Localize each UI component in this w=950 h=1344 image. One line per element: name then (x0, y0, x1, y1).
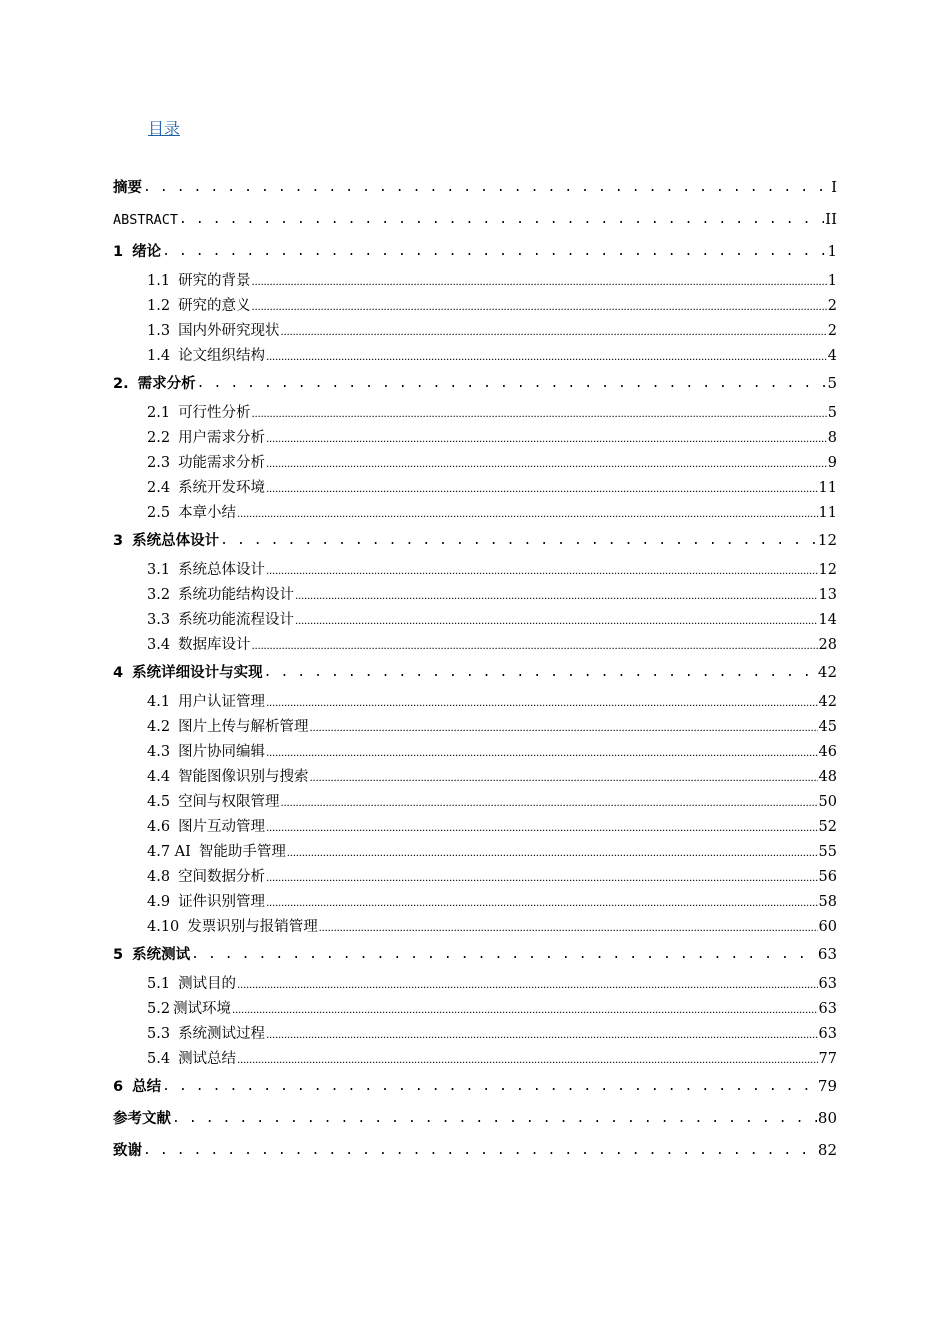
toc-entry-label (113, 1138, 142, 1164)
toc-entry-number: 4.1 (147, 694, 171, 710)
toc-chapter-entry[interactable] (113, 174, 837, 206)
toc-chapter-entry[interactable] (113, 941, 837, 973)
toc-page-number: 42 (817, 663, 837, 681)
toc-page-number: 42 (818, 694, 837, 710)
toc-page-number: 63 (817, 945, 837, 963)
toc-entry-number: 2. (113, 376, 129, 392)
toc-entry-label (147, 866, 265, 888)
toc-section-entry[interactable] (113, 741, 837, 766)
toc-section-entry[interactable] (113, 816, 837, 841)
toc-entry-text: 证件识别管理 (178, 894, 266, 910)
toc-entry-label (113, 660, 263, 686)
toc-entry-text: 图片协同编辑 (178, 744, 266, 760)
toc-entry-label (147, 916, 318, 938)
toc-section-entry[interactable] (113, 716, 837, 741)
toc-dot-leader (266, 816, 817, 838)
toc-section-entry[interactable] (113, 559, 837, 584)
toc-entry-label (147, 477, 265, 499)
toc-entry-text: 测试目的 (178, 976, 237, 992)
toc-entry-label (113, 528, 219, 554)
toc-chapter-entry[interactable] (113, 206, 837, 238)
toc-section-entry[interactable] (113, 452, 837, 477)
toc-entry-text: 致谢 (113, 1143, 142, 1159)
toc-dot-leader (266, 452, 827, 474)
toc-chapter-entry[interactable] (113, 1105, 837, 1137)
toc-dot-leader (266, 345, 827, 367)
toc-entry-label (147, 791, 280, 813)
toc-chapter-entry[interactable] (113, 659, 837, 691)
toc-page-number: 80 (817, 1109, 837, 1127)
toc-entry-text: 测试环境 (173, 1001, 232, 1017)
toc-entry-label (147, 741, 265, 763)
toc-entry-number: 4.9 (147, 894, 171, 910)
toc-chapter-entry[interactable] (113, 1137, 837, 1169)
toc-dot-leader (232, 998, 817, 1020)
toc-section-entry[interactable] (113, 891, 837, 916)
toc-entry-label (147, 402, 251, 424)
toc-page-number: 82 (817, 1141, 837, 1159)
toc-dot-leader (197, 371, 827, 397)
toc-entry-number: 4.2 (147, 719, 171, 735)
toc-entry-text: 智能助手管理 (198, 844, 286, 860)
toc-section-entry[interactable] (113, 502, 837, 527)
toc-page-number: 11 (818, 480, 837, 496)
toc-section-entry[interactable] (113, 609, 837, 634)
toc-page-number: 8 (827, 430, 837, 446)
toc-entry-label (147, 816, 265, 838)
toc-entry-label (147, 1048, 236, 1070)
toc-dot-leader (310, 766, 818, 788)
toc-dot-leader (295, 609, 817, 631)
toc-entry-text: 系统功能结构设计 (178, 587, 295, 603)
toc-page-number: 5 (827, 374, 837, 392)
toc-entry-number: 5.4 (147, 1051, 171, 1067)
toc-entry-text: 图片上传与解析管理 (178, 719, 309, 735)
toc-page-number: 50 (818, 794, 837, 810)
toc-entry-label (147, 584, 294, 606)
toc-entry-text: 绪论 (132, 244, 162, 260)
toc-entry-number: 2.4 (147, 480, 171, 496)
toc-entry-label (147, 502, 236, 524)
toc-section-entry[interactable] (113, 866, 837, 891)
toc-entry-text: 智能图像识别与搜索 (178, 769, 309, 785)
toc-section-entry[interactable] (113, 916, 837, 941)
toc-page-number: I (831, 178, 837, 196)
toc-section-entry[interactable] (113, 1048, 837, 1073)
toc-entry-label (113, 175, 142, 201)
toc-entry-label (113, 1074, 161, 1100)
toc-page-number: 4 (827, 348, 837, 364)
toc-page-number: 63 (818, 1001, 837, 1017)
toc-entry-label (147, 716, 309, 738)
toc-entry-number: 5.2 (147, 1001, 171, 1017)
toc-page-number: 55 (818, 844, 837, 860)
toc-page-number: 5 (827, 405, 837, 421)
toc-page-number: 79 (817, 1077, 837, 1095)
toc-entry-number: 4.8 (147, 869, 171, 885)
toc-entry-number: 4.6 (147, 819, 171, 835)
toc-entry-label (113, 371, 196, 397)
toc-entry-label (113, 942, 190, 968)
toc-chapter-entry[interactable] (113, 370, 837, 402)
toc-entry-number: 5.1 (147, 976, 171, 992)
toc-section-entry[interactable] (113, 427, 837, 452)
toc-entry-number: 3.3 (147, 612, 171, 628)
toc-page-number: 63 (818, 976, 837, 992)
toc-chapter-entry[interactable] (113, 238, 837, 270)
toc-dot-leader (266, 427, 827, 449)
toc-entry-text: 论文组织结构 (178, 348, 266, 364)
toc-section-entry[interactable] (113, 402, 837, 427)
toc-page-number: 56 (818, 869, 837, 885)
toc-dot-leader (266, 891, 817, 913)
toc-page-number: 12 (817, 531, 837, 549)
toc-entry-label (147, 891, 265, 913)
toc-entry-text: 可行性分析 (178, 405, 251, 421)
toc-entry-label (147, 345, 265, 367)
toc-section-entry[interactable] (113, 841, 837, 866)
toc-page-number: 52 (818, 819, 837, 835)
toc-section-entry[interactable] (113, 634, 837, 659)
toc-dot-leader (252, 295, 827, 317)
toc-entry-text: 系统测试 (132, 947, 191, 963)
toc-chapter-entry[interactable] (113, 527, 837, 559)
toc-entry-number: 1.1 (147, 273, 171, 289)
toc-entry-label (113, 207, 178, 233)
toc-entry-number: 2.1 (147, 405, 171, 421)
toc-dot-leader (237, 1048, 817, 1070)
toc-entry-label (113, 1106, 171, 1132)
toc-dot-leader (281, 320, 827, 342)
toc-entry-text: 系统总体设计 (178, 562, 266, 578)
toc-page-number: 63 (818, 1026, 837, 1042)
toc-page-number: 14 (818, 612, 837, 628)
toc-entry-number: 3 (113, 533, 124, 549)
toc-dot-leader (179, 207, 824, 233)
toc-entry-label (147, 295, 251, 317)
toc-dot-leader (252, 270, 827, 292)
toc-dot-leader (266, 741, 817, 763)
toc-entry-text: 用户认证管理 (178, 694, 266, 710)
toc-entry-number: 1 (113, 244, 124, 260)
toc-dot-leader (266, 1023, 817, 1045)
toc-list (113, 174, 837, 1169)
toc-entry-number: 2.2 (147, 430, 171, 446)
toc-page-number: 60 (818, 919, 837, 935)
toc-section-entry[interactable] (113, 766, 837, 791)
toc-entry-number: 6 (113, 1079, 124, 1095)
toc-entry-number: 5 (113, 947, 124, 963)
toc-page-number: 45 (818, 719, 837, 735)
toc-chapter-entry[interactable] (113, 1073, 837, 1105)
toc-dot-leader (287, 841, 818, 863)
toc-entry-number: 4.3 (147, 744, 171, 760)
toc-entry-text: 图片互动管理 (178, 819, 266, 835)
toc-dot-leader (266, 559, 817, 581)
toc-page-number: II (825, 210, 837, 228)
toc-entry-label (147, 320, 280, 342)
toc-page-number: 46 (818, 744, 837, 760)
toc-page-number: 28 (818, 637, 837, 653)
toc-section-entry[interactable] (113, 345, 837, 370)
toc-entry-text: 系统开发环境 (178, 480, 266, 496)
toc-dot-leader (266, 866, 817, 888)
toc-entry-label (147, 766, 309, 788)
toc-dot-leader (172, 1106, 817, 1132)
toc-title-link[interactable]: 目录 (148, 119, 181, 138)
toc-entry-number: 3.4 (147, 637, 171, 653)
toc-entry-text: 系统详细设计与实现 (132, 665, 263, 681)
toc-entry-text: 功能需求分析 (178, 455, 266, 471)
toc-page-number: 13 (818, 587, 837, 603)
toc-dot-leader (252, 402, 827, 424)
toc-dot-leader (237, 502, 817, 524)
toc-entry-text: 数据库设计 (178, 637, 251, 653)
toc-dot-leader (143, 1138, 817, 1164)
toc-page-number: 1 (827, 273, 837, 289)
toc-entry-label (147, 691, 265, 713)
toc-entry-label (147, 1023, 265, 1045)
toc-page-number: 77 (818, 1051, 837, 1067)
toc-entry-label (113, 239, 161, 265)
toc-dot-leader (237, 973, 817, 995)
toc-dot-leader (220, 528, 817, 554)
toc-section-entry[interactable] (113, 973, 837, 998)
toc-entry-label (147, 634, 251, 656)
toc-entry-label (147, 559, 265, 581)
toc-dot-leader (191, 942, 817, 968)
toc-entry-number: 4.4 (147, 769, 171, 785)
toc-entry-text: 用户需求分析 (178, 430, 266, 446)
toc-entry-label (147, 609, 294, 631)
toc-entry-text: ABSTRACT (113, 212, 179, 228)
toc-entry-number: 1.3 (147, 323, 171, 339)
toc-dot-leader (143, 175, 830, 201)
toc-section-entry[interactable] (113, 477, 837, 502)
toc-entry-text: 参考文献 (113, 1111, 171, 1127)
toc-dot-leader (252, 634, 818, 656)
toc-dot-leader (319, 916, 818, 938)
toc-dot-leader (295, 584, 817, 606)
toc-entry-number: 4.7 AI (147, 844, 191, 860)
toc-entry-text: 测试总结 (178, 1051, 237, 1067)
toc-entry-text: 需求分析 (137, 376, 196, 392)
toc-entry-number: 3.2 (147, 587, 171, 603)
toc-entry-number: 1.2 (147, 298, 171, 314)
toc-section-entry[interactable] (113, 998, 837, 1023)
toc-entry-text: 空间与权限管理 (178, 794, 280, 810)
toc-page-number: 11 (818, 505, 837, 521)
toc-entry-text: 摘要 (113, 180, 142, 196)
toc-dot-leader (162, 1074, 817, 1100)
toc-entry-number: 4.5 (147, 794, 171, 810)
toc-section-entry[interactable] (113, 1023, 837, 1048)
toc-dot-leader (266, 477, 817, 499)
toc-entry-label (147, 427, 265, 449)
toc-entry-text: 空间数据分析 (178, 869, 266, 885)
toc-entry-number: 3.1 (147, 562, 171, 578)
toc-page-number: 58 (818, 894, 837, 910)
toc-section-entry[interactable] (113, 691, 837, 716)
toc-page-number: 48 (818, 769, 837, 785)
toc-entry-text: 国内外研究现状 (178, 323, 280, 339)
toc-entry-text: 系统总体设计 (132, 533, 220, 549)
toc-entry-text: 发票识别与报销管理 (187, 919, 318, 935)
toc-page-number: 2 (827, 323, 837, 339)
toc-dot-leader (264, 660, 817, 686)
toc-entry-label (147, 998, 231, 1020)
toc-section-entry[interactable] (113, 270, 837, 295)
toc-entry-label (147, 841, 286, 863)
toc-entry-text: 研究的意义 (178, 298, 251, 314)
toc-entry-text: 系统测试过程 (178, 1026, 266, 1042)
toc-dot-leader (310, 716, 818, 738)
toc-section-entry[interactable] (113, 295, 837, 320)
toc-entry-number: 2.3 (147, 455, 171, 471)
toc-section-entry[interactable] (113, 320, 837, 345)
toc-entry-text: 总结 (132, 1079, 162, 1095)
toc-dot-leader (266, 691, 817, 713)
toc-page-number: 2 (827, 298, 837, 314)
toc-entry-number: 4 (113, 665, 124, 681)
toc-entry-number: 2.5 (147, 505, 171, 521)
toc-entry-text: 系统功能流程设计 (178, 612, 295, 628)
toc-dot-leader (162, 239, 826, 265)
toc-entry-number: 4.10 (147, 919, 180, 935)
toc-section-entry[interactable] (113, 584, 837, 609)
toc-page-number: 12 (818, 562, 837, 578)
toc-dot-leader (281, 791, 818, 813)
toc-entry-text: 本章小结 (178, 505, 237, 521)
toc-entry-number: 1.4 (147, 348, 171, 364)
toc-entry-text: 研究的背景 (178, 273, 251, 289)
toc-page-number: 9 (827, 455, 837, 471)
toc-page-number: 1 (827, 242, 837, 260)
toc-entry-label (147, 270, 251, 292)
toc-entry-number: 5.3 (147, 1026, 171, 1042)
toc-entry-label (147, 973, 236, 995)
toc-entry-label (147, 452, 265, 474)
toc-section-entry[interactable] (113, 791, 837, 816)
